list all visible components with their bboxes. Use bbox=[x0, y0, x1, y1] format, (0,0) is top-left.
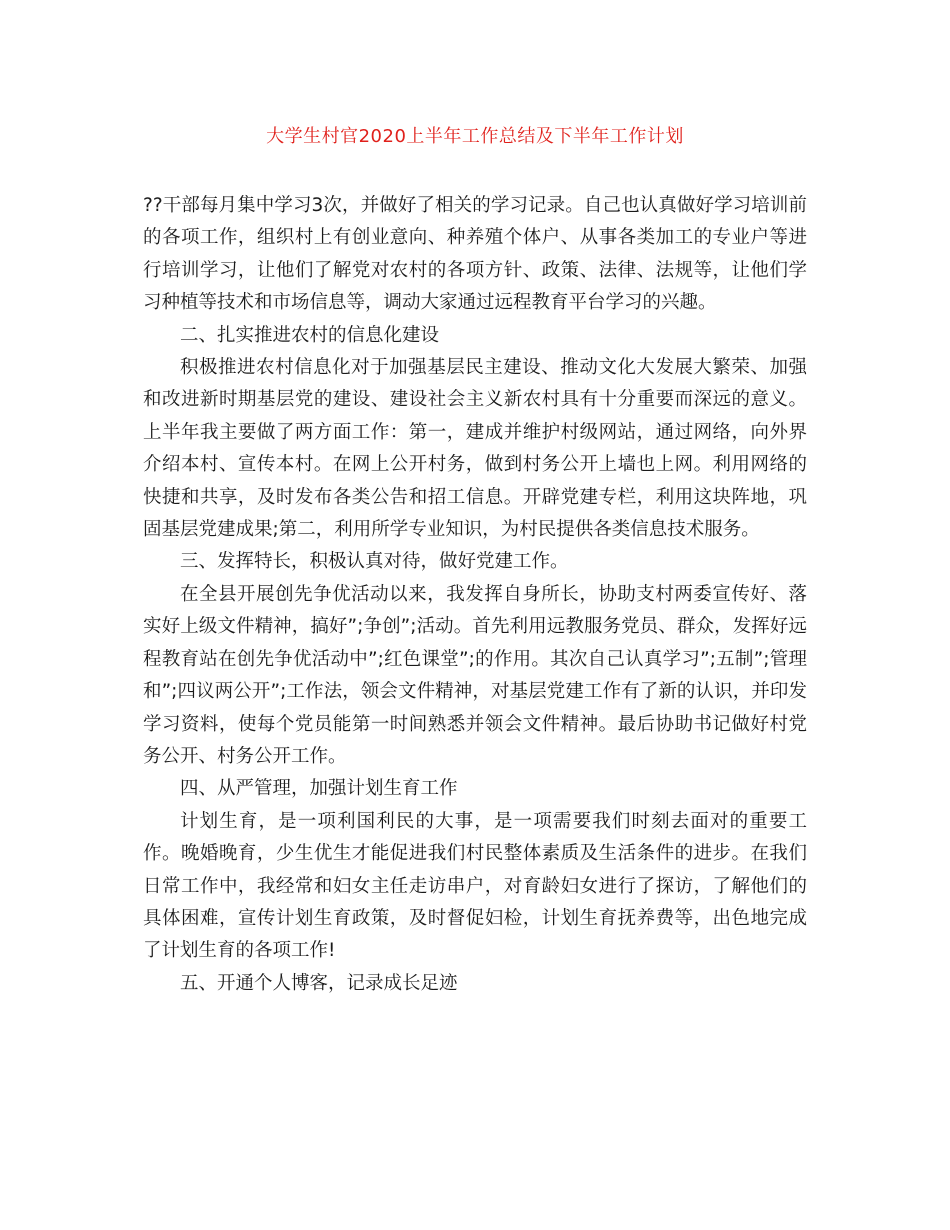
paragraph: 在全县开展创先争优活动以来，我发挥自身所长，协助支村两委宣传好、落实好上级文件精神，搞好”;争创”;活动。首先利用远教服务党员、群众，发挥好远程教育站在创先争优活动中”;红色课堂”;的作用。其次自己认真学习”;五制”;管理和”;四议两公开”;工作法，领会文件精神，对基层党建工作有了新的认识，并印发学习资料，使每个党员能第一时间熟悉并领会文件精神。最后协助书记做好村党务公开、村务公开工作。 bbox=[143, 583, 807, 767]
paragraph: 积极推进农村信息化对于加强基层民主建设、推动文化大发展大繁荣、加强和改进新时期基层党的建设、建设社会主义新农村具有十分重要而深远的意义。上半年我主要做了两方面工作：第一，建成并维护村级网站，通过网络，向外界介绍本村、宣传本村。在网上公开村务，做到村务公开上墙也上网。利用网络的快捷和共享，及时发布各类公告和招工信息。开辟党建专栏，利用这块阵地，巩固基层党建成果;第二，利用所学专业知识，为村民提供各类信息技术服务。 bbox=[143, 357, 807, 541]
paragraph: 二、扎实推进农村的信息化建设 bbox=[180, 324, 440, 346]
paragraph: ??干部每月集中学习3次，并做好了相关的学习记录。自己也认真做好学习培训前的各项工作，组织村上有创业意向、种养殖个体户、从事各类加工的专业户等进行培训学习，让他们了解党对农村的各项方针、政策、法律、法规等，让他们学习种植等技术和市场信息等，调动大家通过远程教育平台学习的兴趣。 bbox=[143, 195, 807, 314]
document-body bbox=[143, 190, 807, 1000]
paragraph: 三、发挥特长，积极认真对待，做好党建工作。 bbox=[180, 551, 569, 573]
document-title: 大学生村官2020上半年工作总结及下半年工作计划 bbox=[266, 126, 684, 147]
paragraph: 计划生育，是一项利国利民的大事，是一项需要我们时刻去面对的重要工作。晚婚晚育，少生优生才能促进我们村民整体素质及生活条件的进步。在我们日常工作中，我经常和妇女主任走访串户，对育龄妇女进行了探访，了解他们的具体困难，宣传计划生育政策，及时督促妇检，计划生育抚养费等，出色地完成了计划生育的各项工作! bbox=[143, 810, 807, 962]
paragraph: 四、从严管理，加强计划生育工作 bbox=[180, 778, 458, 800]
paragraph: 五、开通个人博客，记录成长足迹 bbox=[180, 972, 458, 994]
